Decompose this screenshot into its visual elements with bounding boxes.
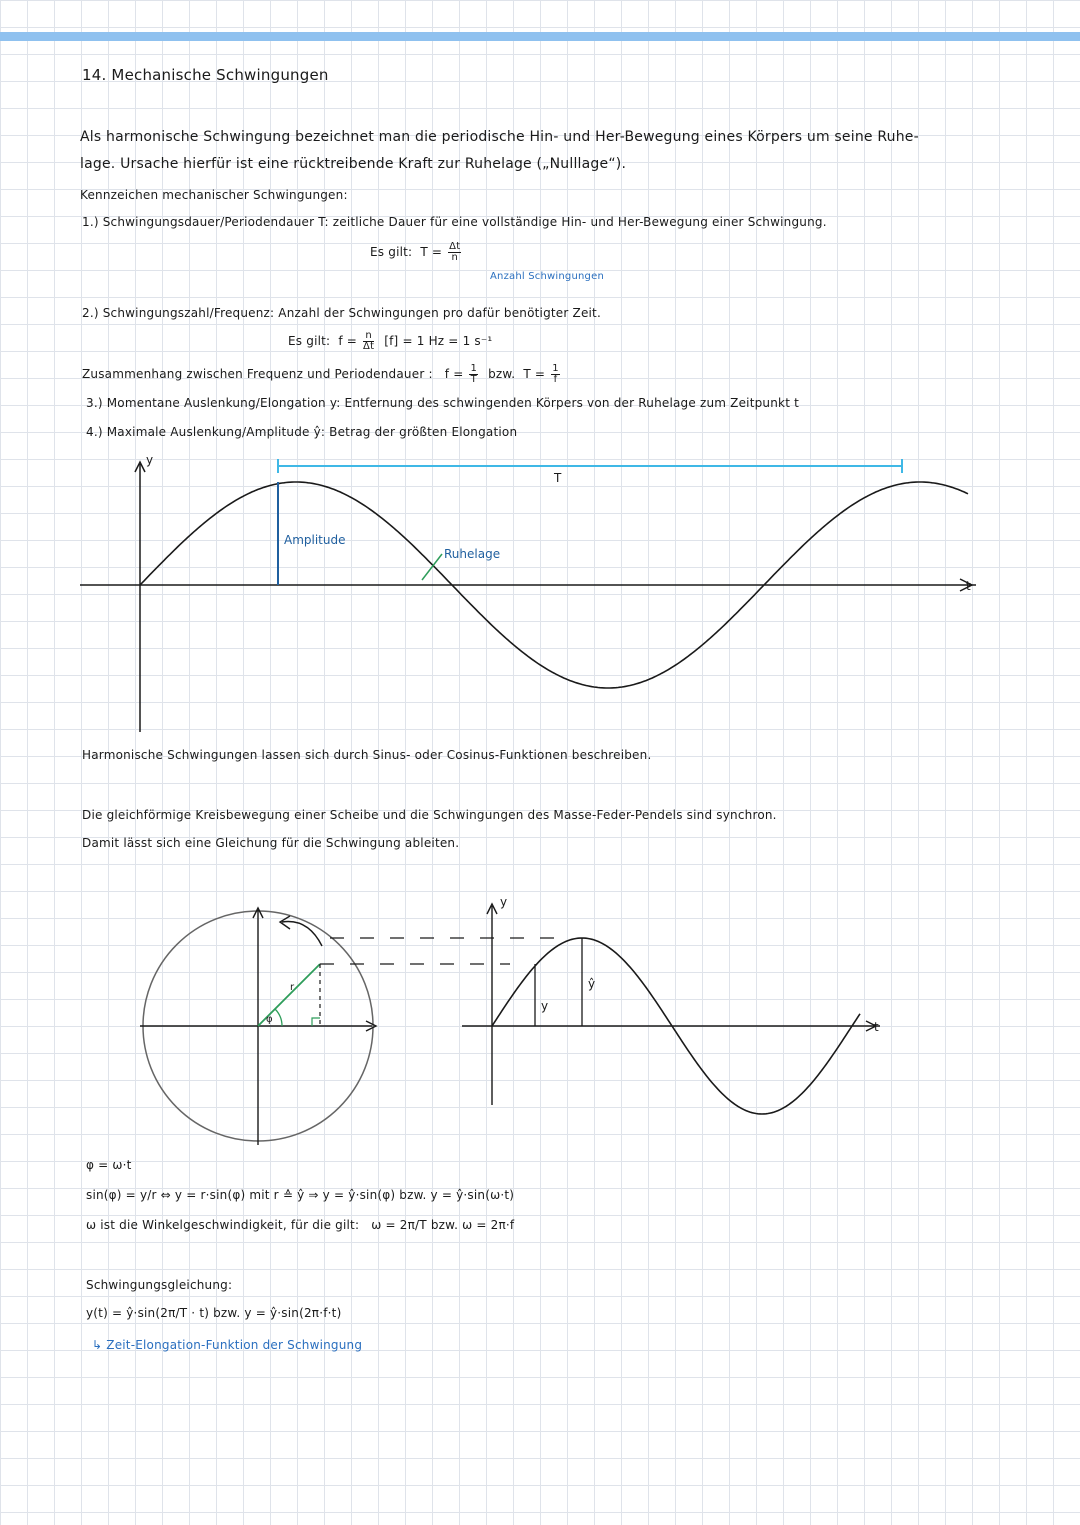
relation-f: f = (444, 367, 464, 381)
period-annotation: Anzahl Schwingungen (490, 271, 604, 282)
period-formula-lhs: T = (420, 245, 443, 259)
frequency-fraction-num: n (363, 331, 374, 342)
page-title: 14. Mechanische Schwingungen (82, 66, 329, 84)
graph1-y-label: y (146, 453, 154, 467)
equation-note: ↳ Zeit-Elongation-Funktion der Schwingung (92, 1338, 363, 1352)
omega-text: ω ist die Winkelgeschwindigkeit, für die gilt: (86, 1218, 360, 1232)
omega-formula: ω = 2π/T bzw. ω = 2π·f (371, 1218, 515, 1232)
intro-line-1: Als harmonische Schwingung bezeichnet man die periodische Hin- und Her-Bewegung eines Körpers um seine Ruhe- (80, 129, 919, 145)
rest-label: Ruhelage (444, 547, 501, 561)
relation-text: Zusammenhang zwischen Frequenz und Periodendauer : (82, 367, 433, 381)
intro-line-2: lage. Ursache hierfür ist eine rücktreibende Kraft zur Ruhelage („Nulllage“). (80, 156, 627, 172)
sine2-y-axis-label: y (500, 895, 508, 909)
elongation-label: y (541, 999, 549, 1013)
item-elongation: 3.) Momentane Auslenkung/Elongation y: Entfernung des schwingenden Körpers von der Ruhelage zum Zeitpunkt t (86, 396, 800, 410)
item-amplitude: 4.) Maximale Auslenkung/Amplitude ŷ: Betrag der größten Elongation (86, 425, 518, 439)
intro-line-3: Kennzeichen mechanischer Schwingungen: (80, 188, 348, 202)
frequency-fraction-den: Δt (363, 341, 375, 352)
omega-line (86, 1216, 514, 1234)
rotation-arrow-icon (282, 922, 322, 947)
amplitude2-label: ŷ (588, 977, 596, 991)
frequency-formula-lhs: f = (338, 334, 358, 348)
period-formula-prefix: Es gilt: (370, 245, 413, 259)
rotation-arrowhead-icon (280, 916, 290, 929)
item-frequency: 2.) Schwingungszahl/Frequenz: Anzahl der Schwingungen pro dafür benötigter Zeit. (82, 306, 601, 320)
right-angle-mark (312, 1018, 320, 1026)
derivation-sine: sin(φ) = y/r ⇔ y = r·sin(φ) mit r ≙ ŷ ⇒ y = ŷ·sin(φ) bzw. y = ŷ·sin(ω·t) (86, 1188, 515, 1202)
period-fraction-num: Δt (449, 241, 461, 252)
period-fraction-den: n (451, 252, 459, 263)
frequency-unit: [f] = 1 Hz = 1 s⁻¹ (384, 334, 493, 348)
angle-label: φ (266, 1014, 273, 1025)
frequency-formula-prefix: Es gilt: (288, 334, 331, 348)
relation-T: T = (523, 367, 546, 381)
relation-T-num: 1 (552, 363, 559, 374)
item-period: 1.) Schwingungsdauer/Periodendauer T: zeitliche Dauer für eine vollständige Hin- und Her-Bewegung einer Schwingung. (82, 215, 827, 229)
equation-heading: Schwingungsgleichung: (86, 1278, 233, 1292)
derivation-phi: φ = ω·t (86, 1158, 132, 1172)
relation-f-num: 1 (470, 363, 478, 374)
radius-label: r (290, 982, 295, 993)
relation-T-den: f (553, 374, 558, 385)
circle-sentence-2: Damit lässt sich eine Gleichung für die Schwingung ableiten. (82, 836, 460, 850)
period-label: T (554, 471, 562, 485)
circle-sentence-1: Die gleichförmige Kreisbewegung einer Scheibe und die Schwingungen des Masse-Feder-Pendels sind synchron. (82, 808, 777, 822)
harmonic-sentence: Harmonische Schwingungen lassen sich durch Sinus- oder Cosinus-Funktionen beschreiben. (82, 748, 652, 762)
amplitude-label: Amplitude (284, 533, 346, 547)
equation-formula: y(t) = ŷ·sin(2π/T · t) bzw. y = ŷ·sin(2π·f·t) (86, 1306, 342, 1320)
relation-bzw: bzw. (488, 367, 516, 381)
relation-f-den: T (470, 374, 477, 385)
angle-arc (275, 1009, 282, 1026)
graph1-t-label: t (966, 579, 971, 593)
sine2-t-label: t (874, 1020, 879, 1034)
